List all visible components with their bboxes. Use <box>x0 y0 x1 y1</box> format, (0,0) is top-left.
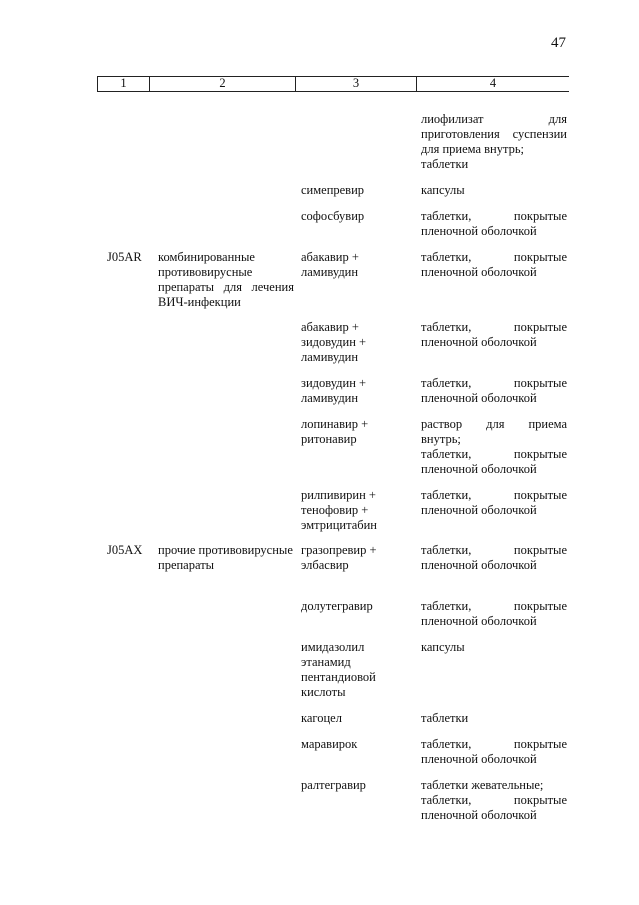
dosage-form: капсулы <box>421 183 465 197</box>
table-row <box>421 778 567 823</box>
dosage-form: таблетки, покрытые пленочной оболочкой <box>421 447 567 476</box>
column-number-2: 2 <box>219 76 226 90</box>
drug-name: долутегравир <box>301 599 373 613</box>
column-number-4: 4 <box>489 76 497 90</box>
dosage-form: таблетки, покрытые пленочной оболочкой <box>421 737 567 766</box>
dosage-form: раствор для приема внутрь; <box>421 417 567 446</box>
table-row <box>421 112 567 172</box>
drug-name: лопинавир + ритонавир <box>301 417 369 446</box>
drug-name: зидовудин + ламивудин <box>301 376 367 405</box>
drug-name: гразопревир + элбасвир <box>301 543 377 572</box>
group-name: прочие противовирусные препараты <box>158 543 293 572</box>
dosage-form: таблетки, покрытые пленочной оболочкой <box>421 320 567 349</box>
dosage-form: капсулы <box>421 640 465 654</box>
dosage-form: лиофилизат для приготовления суспензии для приема внутрь; <box>421 112 567 156</box>
table-row <box>421 417 567 477</box>
group-name: комбинированные противовирусные препараты для лечения ВИЧ-инфекции <box>158 250 294 309</box>
dosage-form: таблетки, покрытые пленочной оболочкой <box>421 599 567 628</box>
drug-name: имидазолил этанамид пентандиовой кислоты <box>301 640 376 699</box>
drug-name: абакавир + ламивудин <box>301 250 359 279</box>
dosage-form: таблетки, покрытые пленочной оболочкой <box>421 543 567 572</box>
drug-name: ралтегравир <box>301 778 366 792</box>
atc-code: J05AR <box>107 250 142 264</box>
drug-name: симепревир <box>301 183 365 197</box>
dosage-form: таблетки, покрытые пленочной оболочкой <box>421 250 567 279</box>
page-number: 47 <box>551 35 566 51</box>
dosage-form: таблетки <box>421 711 469 725</box>
drug-name: кагоцел <box>301 711 342 725</box>
dosage-form: таблетки жевательные; <box>421 778 544 792</box>
dosage-form: таблетки, покрытые пленочной оболочкой <box>421 209 567 238</box>
column-number-3: 3 <box>352 76 360 90</box>
table-header-bottom-rule <box>97 91 569 92</box>
dosage-form: таблетки <box>421 157 469 171</box>
atc-code: J05AX <box>107 543 143 557</box>
dosage-form: таблетки, покрытые пленочной оболочкой <box>421 793 567 822</box>
drug-name: абакавир + зидовудин + ламивудин <box>301 320 367 364</box>
drug-name: маравирок <box>301 737 358 751</box>
dosage-form: таблетки, покрытые пленочной оболочкой <box>421 376 567 405</box>
column-number-1: 1 <box>120 76 127 90</box>
dosage-form: таблетки, покрытые пленочной оболочкой <box>421 488 567 517</box>
drug-name: рилпивирин + тенофовир + эмтрицитабин <box>301 488 378 532</box>
drug-name: софосбувир <box>301 209 365 223</box>
